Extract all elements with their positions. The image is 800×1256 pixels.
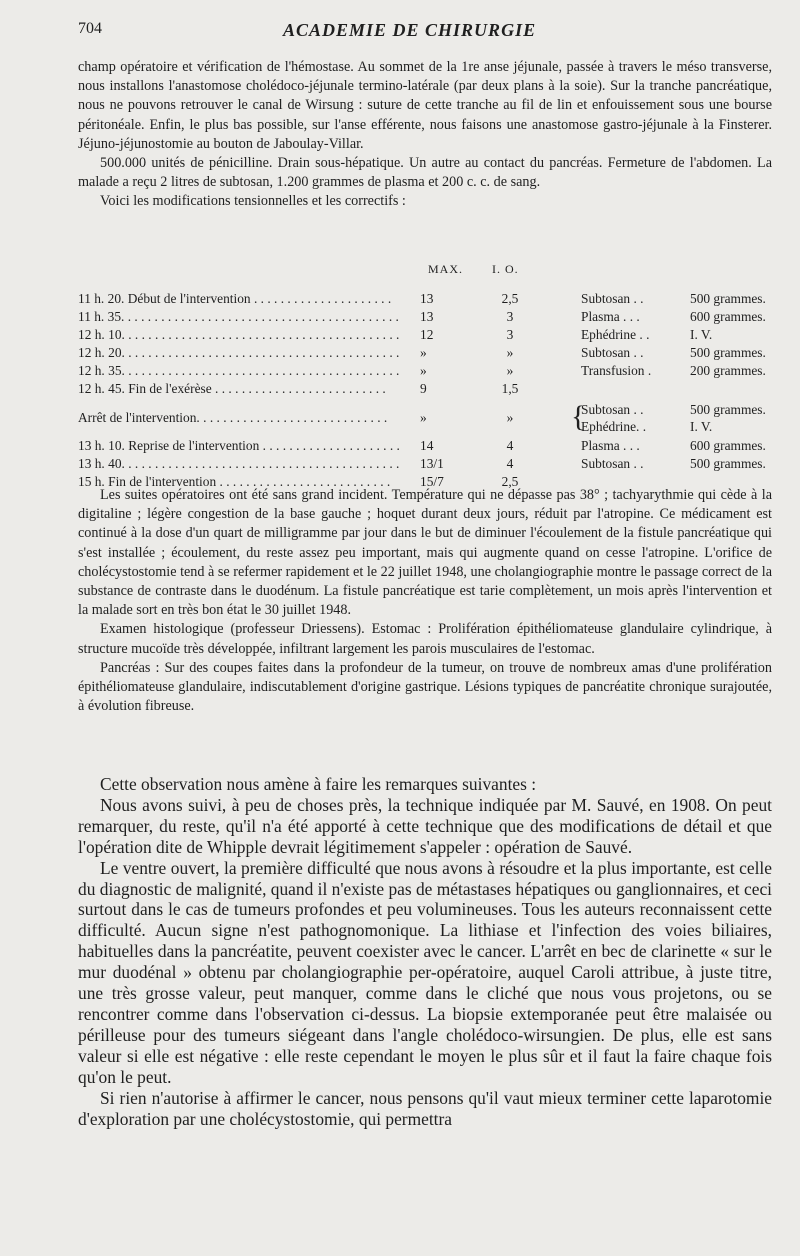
time-cell: 13 h. 10. Reprise de l'intervention . . . . . . . . . . . . . . . . . . . . . — [78, 438, 400, 453]
max-cell: 12 — [420, 327, 434, 342]
paragraph: Voici les modifications tensionnelles et les correctifs : — [100, 193, 406, 210]
max-cell: » — [420, 363, 427, 378]
paragraph: Si rien n'autorise à affirmer le cancer, nous pensons qu'il vaut mieux terminer cette laparotomie d'exploration par une cholécystostomie, qui permettra — [78, 1087, 772, 1129]
dose-cell: 500 grammes. — [690, 345, 766, 360]
brace-symbol: { — [571, 400, 586, 433]
paragraph: Les suites opératoires ont été sans grand incident. Température qui ne dépasse pas 38° ; tachyarythmie qui cède à la digitaline ; légère congestion de la base gauche ; hoquet durant deux jours, réduit par l'atropine. Ce médicament est continué à la dose d'un quart de milligramme par jour dans le but de diminuer l'écoulement de la fistule pancréatique qui s'est installée ; écoulement, du reste assez peu important, mais qui augmente quand on cesse l'atropine. L'orifice de cholécystostomie tend à se refermer rapidement et le 22 juillet 1948, une cholangiographie montre le passage correct de la substance de contraste dans le duodénum. La fistule pancréatique est tarie complètement, un mois après l'intervention et la malade sort en très bon état le 30 juillet 1948. — [78, 487, 772, 619]
paragraph: Nous avons suivi, à peu de choses près, la technique indiquée par M. Sauvé, en 1908. On peut remarquer, du reste, qu'il n'a été apporté à cette technique que des modifications de détail et que l'opération dite de Whipple devrait légitimement s'appeler : opération de Sauvé. — [78, 794, 772, 857]
column-header-io: I. O. — [492, 262, 519, 276]
treatment-cell: Subtosan . . — [581, 345, 644, 360]
paragraph: Le ventre ouvert, la première difficulté que nous avons à résoudre et la plus importante, est celle du diagnostic de malignité, quand il n'existe pas de métastases hépatiques ou ganglionnaires, et ceci surtout dans le cas de tumeurs profondes et peu volumineuses. Tous les auteurs reconnaissent cette difficulté. Aucun signe n'est pathognomonique. La lithiase et l'infection des voies biliaires, habituelles dans la pancréatite, peuvent coexister avec le cancer. L'arrêt en bec de clarinette « sur le mur duodénal » obtenu par cholangiographie per-opératoire, auquel Caroli attribue, à juste titre, une très grosse valeur, peut manquer, comme dans le cliché que nous vous projetons, ou se rencontrer comme dans l'observation ci-dessus. La biopsie extemporanée peut être malaisée ou périlleuse pour des tumeurs siégeant dans l'angle cholédoco-wirsungien. De plus, elle est sans valeur si elle est négative : elle reste cependant le moyen le plus sûr et il faut la faire chaque fois qu'on le peut. — [78, 857, 772, 1087]
io-cell: 4 — [506, 456, 514, 471]
time-cell: 13 h. 40. . . . . . . . . . . . . . . . . . . . . . . . . . . . . . . . . . . . . . . . . . — [78, 456, 400, 471]
time-cell: 11 h. 20. Début de l'intervention . . . . . . . . . . . . . . . . . . . . . — [78, 291, 392, 306]
treatment-cell: Plasma . . . — [581, 438, 640, 453]
table-row — [78, 381, 778, 399]
max-cell: 14 — [420, 438, 434, 453]
paragraph: Pancréas : Sur des coupes faites dans la profondeur de la tumeur, on trouve de nombreux amas d'une prolifération épithéliomateuse glandulaire, indiscutablement d'origine gastrique. Lésions typiques de pancréatite chronique surajoutée, à évolution fibreuse. — [78, 659, 772, 715]
time-cell: 15 h. Fin de l'intervention . . . . . . . . . . . . . . . . . . . . . . . . . . — [78, 474, 391, 489]
treatment-cell: Subtosan . . — [581, 456, 644, 471]
dose-cell: 500 grammes. — [690, 402, 766, 417]
max-cell: 13/1 — [420, 456, 444, 471]
treatment-cell: Subtosan . . — [581, 291, 644, 306]
paragraph: 500.000 unités de pénicilline. Drain sous-hépatique. Un autre au contact du pancréas. Fermeture de l'abdomen. La malade a reçu 2 litres de subtosan, 1.200 grammes de plasma et 200 c. c. de sang. — [78, 155, 772, 191]
dose-cell: 200 grammes. — [690, 363, 766, 378]
paragraph: Examen histologique (professeur Driessens). Estomac : Prolifération épithéliomateuse glandulaire cylindrique, à structure mucoïde très développée, infiltrant largement les parois musculaires de l'estomac. — [78, 621, 772, 657]
max-cell: » — [420, 410, 427, 425]
dose-cell: 500 grammes. — [690, 291, 766, 306]
postoperative-section — [78, 486, 772, 716]
time-cell: 12 h. 35. . . . . . . . . . . . . . . . . . . . . . . . . . . . . . . . . . . . . . . . . . — [78, 363, 400, 378]
io-cell: » — [506, 410, 514, 425]
time-cell: 11 h. 35. . . . . . . . . . . . . . . . . . . . . . . . . . . . . . . . . . . . . . . . . . — [78, 309, 399, 324]
io-cell: 3 — [506, 309, 514, 324]
max-cell: » — [420, 345, 427, 360]
table-row — [78, 309, 778, 327]
io-cell: 4 — [506, 438, 514, 453]
table-row — [78, 402, 778, 436]
column-header-max: MAX. — [428, 262, 464, 276]
page-header — [78, 20, 778, 44]
table-row — [78, 291, 778, 309]
io-cell: 1,5 — [501, 381, 519, 396]
time-cell: 12 h. 20. . . . . . . . . . . . . . . . . . . . . . . . . . . . . . . . . . . . . . . . . . — [78, 345, 400, 360]
time-cell: Arrêt de l'intervention. . . . . . . . . . . . . . . . . . . . . . . . . . . . . — [78, 410, 388, 425]
table-row — [78, 456, 778, 474]
table-row — [78, 345, 778, 363]
dose-cell: I. V. — [690, 327, 713, 342]
treatment-cell: Ephédrine. . — [581, 419, 647, 434]
page-number: 704 — [78, 20, 102, 37]
treatment-cell: Ephédrine . . — [581, 327, 650, 342]
max-cell: 13 — [420, 309, 434, 324]
max-cell: 13 — [420, 291, 434, 306]
treatment-cell: Transfusion . — [581, 363, 652, 378]
io-cell: » — [506, 345, 514, 360]
discussion-section — [78, 774, 772, 1129]
treatment-cell: Subtosan . . — [581, 402, 644, 417]
io-cell: 2,5 — [501, 474, 519, 489]
io-cell: 3 — [506, 327, 514, 342]
time-cell: 12 h. 45. Fin de l'exérèse . . . . . . . . . . . . . . . . . . . . . . . . . . — [78, 381, 386, 396]
dose-cell: 500 grammes. — [690, 456, 766, 471]
dose-cell: 600 grammes. — [690, 309, 766, 324]
io-cell: 2,5 — [501, 291, 519, 306]
treatment-cell: Plasma . . . — [581, 309, 640, 324]
time-cell: 12 h. 10. . . . . . . . . . . . . . . . . . . . . . . . . . . . . . . . . . . . . . . . . . — [78, 327, 400, 342]
paragraph: Cette observation nous amène à faire les remarques suivantes : — [100, 774, 537, 794]
running-title: ACADEMIE DE CHIRURGIE — [283, 20, 537, 40]
table-row — [78, 438, 778, 456]
intro-section — [78, 58, 772, 212]
max-cell: 15/7 — [420, 474, 444, 489]
max-cell: 9 — [420, 381, 427, 396]
table-row — [78, 327, 778, 345]
paragraph: champ opératoire et vérification de l'hémostase. Au sommet de la 1re anse jéjunale, passée à travers le méso transverse, nous installons l'anastomose cholédoco-jéjunale termino-latérale (par deux plans à la soie). Sur la tranche pancréatique, nous ne pouvons retrouver le canal de Wirsung : suture de cette tranche au fil de lin et enfouissement sous une bourse péritonéale. Enfin, le plus bas possible, sur l'anse efférente, nous faisons une anastomose gastro-jéjunale à la Finsterer. Jéjuno-jéjunostomie au bouton de Jaboulay-Villar. — [78, 59, 772, 152]
dose-cell: I. V. — [690, 419, 713, 434]
io-cell: » — [506, 363, 514, 378]
table-row — [78, 363, 778, 381]
dose-cell: 600 grammes. — [690, 438, 766, 453]
